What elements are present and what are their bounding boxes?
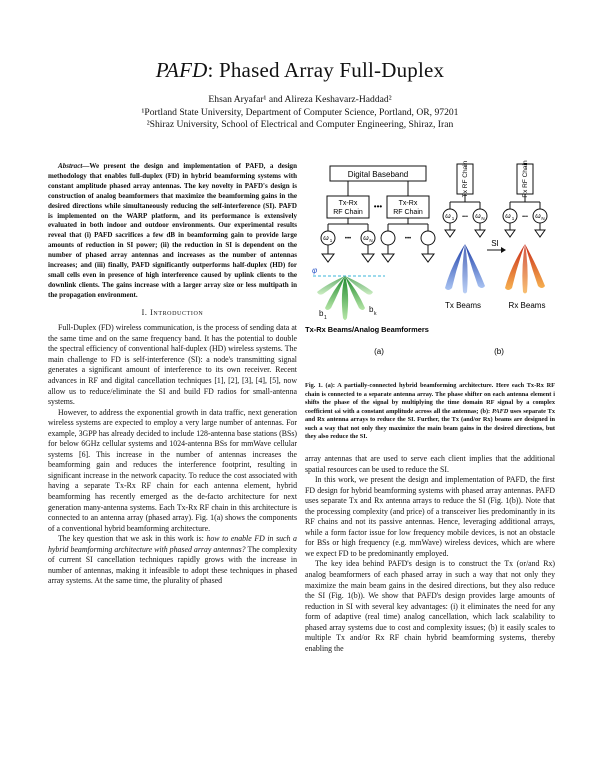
intro-paragraph-4: array antennas that are used to serve each client implies that the additional spatial resources can be used to reduce the SI. <box>305 454 555 474</box>
tx-antenna-n <box>475 223 485 237</box>
tx-shifter-dots: ••• <box>462 214 468 220</box>
figure-1-caption <box>305 382 555 442</box>
tx-beam-pattern <box>445 244 485 294</box>
affiliation-1: ¹Portland State University, Department of Computer Science, Portland, OR, 97201 <box>141 106 459 118</box>
green-beam-pattern <box>317 276 373 320</box>
author-block <box>0 94 600 132</box>
b1-sub: 1 <box>324 315 327 321</box>
tx-rf-chain-label: Tx RF Chain <box>462 160 469 198</box>
rx-beam-pattern <box>505 244 545 294</box>
rx-shifter-dots: ••• <box>522 214 528 220</box>
antenna-2b <box>422 245 434 262</box>
intro-paragraph-5: In this work, we present the design and implementation of PAFD, the first FD design for hybrid beamforming systems with phased array antennas. PAFD uses separate Tx and Rx antenna arrays to reduce the SI (Fig. 1(b)). Note that the processing complexity (and price) of a transceiver lies predominantly in its RF chains and not its passive antennas. Hence, leveraging additional arrays, while a form factor issue for low frequency mobile devices, is not an obstacle for BSs or high frequency (e.g. mmWave) wireless devices, which are where we expect FD to be predominantly employed. <box>305 475 555 558</box>
tx-wn-sub: N <box>481 216 485 221</box>
rx-rf-chain-label: Rx RF Chain <box>522 160 529 198</box>
wn-sub: N <box>369 238 373 243</box>
tx-wn-label: ω <box>475 213 481 220</box>
phi-label: φ <box>312 266 318 275</box>
digital-baseband-label: Digital Baseband <box>347 170 409 179</box>
rx-w1-sub: 1 <box>511 216 515 221</box>
b1-label: b <box>319 309 324 318</box>
abstract-text: —We present the design and implementation of PAFD, a design methodology that enables full-duplex (FD) in hybrid beamforming systems with constant amplitude phased array antennas. The key novelty in PAFD's design is construction of analog beamformers that maximize the beamforming gains in the desired directions while simultaneously reducing the self-interference (SI). PAFD is implemented on the WARP platform, and its performance is extensively evaluated in both indoor and outdoor environments. Our experimental results reveal that (i) PAFD sacrifices a few dB in beamforming gain to provide large amounts of reduction in SI power; (ii) the reduction in SI is dependent on the number of phased array antennas and increases as the number of antennas increases; and (iii) finally, PAFD significantly outperforms half-duplex (HD) for small cells even in presence of high interference caused by uplink clients to the downlink clients. The gains increase with a larger array size or less multipath in the propagation environment. <box>48 162 297 299</box>
author-names: Ehsan Aryafar¹ and Alireza Keshavarz-Haddad² <box>208 94 392 105</box>
rf-chain-2-line1: Tx-Rx <box>398 200 418 207</box>
antenna-n <box>362 245 374 262</box>
p3-part-a: The key question that we ask in this work is: <box>58 534 207 544</box>
caption-pafd: PAFD <box>492 407 509 415</box>
rx-antenna-n <box>535 223 545 237</box>
figure-label-a: (a) <box>374 347 384 356</box>
shifter-dots-2: ••• <box>404 236 412 242</box>
phase-shifter-2b <box>421 231 435 245</box>
abstract-lead: Abstract <box>58 162 83 170</box>
affiliation-2: ²Shiraz University, School of Electrical and Computer Engineering, Shiraz, Iran <box>146 119 454 130</box>
figure-1 <box>305 158 557 368</box>
rf-chain-1-line2: RF Chain <box>333 209 363 216</box>
si-label: SI <box>491 239 499 248</box>
rx-wn-sub: N <box>541 216 545 221</box>
bk-sub: k <box>374 311 377 317</box>
rx-antenna-1 <box>505 223 515 237</box>
intro-paragraph-1: Full-Duplex (FD) wireless communication, is the process of sending data at the same time and on the same frequency band. It has the potential to double the spectral efficiency of conventional half-duplex (HD) wireless systems. The main challenge to FD is self-interference (SI): a node's transmitting signal generates a significant amount of interference to its own receiver. Recent advances in RF and digital cancellation techniques [1], [2], [3], [4], [5], now allow us to reduce/eliminate the SI and build FD radios for small-antenna systems. <box>48 323 297 407</box>
caption-part-b: uses separate Tx and Rx antenna arrays to reduce the SI. Further, the Tx (and/or Rx) beams are designed in such a way that not only they maximize the main beam gains in the desired directions, but they also reduce the SI. <box>305 407 555 440</box>
shifter-dots-1: ••• <box>344 236 352 242</box>
bk-label: b <box>369 305 374 314</box>
right-column <box>305 454 555 654</box>
wn-label: ω <box>363 235 369 242</box>
figure-1-diagram <box>305 158 557 368</box>
rx-wn-label: ω <box>535 213 541 220</box>
intro-paragraph-6: The key idea behind PAFD's design is to construct the Tx (or/and Rx) analog beamformers of each phased array in such a way that not only they maximize the main beam gains in the desired directions, but they also reduce the SI (Fig. 1(b)). We show that PAFD's design provides large amounts of reduction in SI with several key advantages: (i) it eliminates the need for any form of adaptive (real time) analog cancellation, which lack scalability to phased array systems due to cost and complexity issues; (b) it easily scales to multiple Tx and/or Rx RF chain hybrid beamforming systems, thereby enabling the <box>305 559 555 653</box>
antenna-1 <box>322 245 334 262</box>
w1-sub: 1 <box>329 238 333 243</box>
w1-label: ω <box>323 235 329 242</box>
abstract <box>48 162 297 301</box>
intro-paragraph-3 <box>48 534 297 587</box>
tx-w1-label: ω <box>445 213 451 220</box>
left-figure-label: Tx-Rx Beams/Analog Beamformers <box>305 325 429 334</box>
tx-antenna-1 <box>445 223 455 237</box>
section-heading-introduction: I. Introduction <box>141 307 204 317</box>
title-rest: : Phased Array Full-Duplex <box>207 58 445 82</box>
left-column <box>48 162 297 587</box>
figure-label-b: (b) <box>494 347 504 356</box>
rf-chain-1-line1: Tx-Rx <box>338 200 358 207</box>
phase-shifter-2a <box>381 231 395 245</box>
rx-beams-label: Rx Beams <box>508 301 546 310</box>
rx-w1-label: ω <box>505 213 511 220</box>
rf-chain-2-line2: RF Chain <box>393 209 423 216</box>
intro-paragraph-2: However, to address the exponential growth in data traffic, next generation wireless systems are expected to employ a very large number of antennas. For example, 3GPP has already decided to include 128-antenna base stations (BSs) for below 6GHz cellular systems and 1024-antenna BSs for mmWave cellular systems [6]. This increase in the number of antennas increases the beamforming gain and reduces the interference footprint, resulting in significant increase in the network capacity. To reduce the cost associated with having a separate Tx-Rx RF chain for each antenna element, hybrid beamforming has recently emerged as the de-facto architecture for next generation many-antenna systems. Each Tx-Rx RF chain in this architecture is connected to an antenna array (phased array). Fig. 1(a) shows the components of a conventional hybrid beamforming architecture. <box>48 407 297 533</box>
paper-title <box>0 58 600 83</box>
tx-w1-sub: 1 <box>451 216 455 221</box>
tx-beams-label: Tx Beams <box>444 301 482 310</box>
p3-question: how to enable FD in such a hybrid beamforming architecture with phased array antennas? <box>48 534 297 554</box>
antenna-2a <box>382 245 394 262</box>
rf-chain-dots: ••• <box>373 202 383 211</box>
caption-part-a: Fig. 1. (a): A partially-connected hybrid beamforming architecture. Here each Tx-Rx RF chain is connected to a separate antenna array. The phase shifter on each antenna element i shifts the phase of the signal by multiplying the time domain RF signal by a complex coefficient ωi with a constant amplitude across all the antennas; (b): <box>305 382 555 415</box>
title-italic: PAFD <box>155 58 208 82</box>
p3-part-b: The complexity of current SI cancellation techniques rapidly grows with the increase in number of antennas, making it infeasible to adopt these techniques in phased array systems. At the same time, the plurality of phased <box>48 544 297 586</box>
